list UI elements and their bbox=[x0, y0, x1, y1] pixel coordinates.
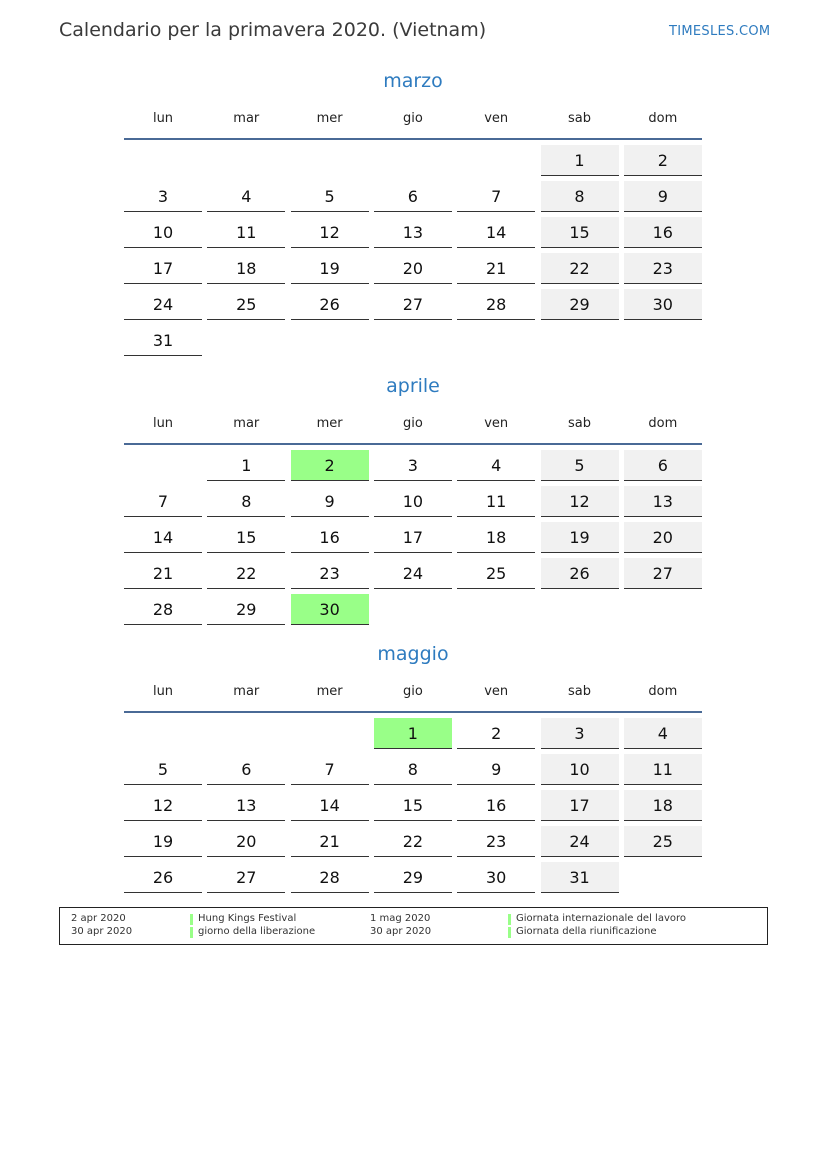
day-cell: 31 bbox=[541, 862, 619, 893]
day-cell: 28 bbox=[124, 594, 202, 625]
day-cell: 15 bbox=[541, 217, 619, 248]
day-cell: 5 bbox=[291, 181, 369, 212]
day-cell: 2 bbox=[457, 718, 535, 749]
day-cell: 13 bbox=[624, 486, 702, 517]
day-cell: 13 bbox=[207, 790, 285, 821]
weekday-label: dom bbox=[648, 111, 678, 126]
day-cell: 12 bbox=[541, 486, 619, 517]
day-cell: 13 bbox=[374, 217, 452, 248]
day-cell: 22 bbox=[207, 558, 285, 589]
weekday-label: mar bbox=[233, 111, 260, 126]
day-cell: 9 bbox=[291, 486, 369, 517]
page-title: Calendario per la primavera 2020. (Vietnam) bbox=[59, 19, 487, 41]
day-cell: 27 bbox=[374, 289, 452, 320]
day-cell: 5 bbox=[541, 450, 619, 481]
day-cell: 28 bbox=[291, 862, 369, 893]
day-cell: 29 bbox=[541, 289, 619, 320]
weekday-label: lun bbox=[152, 416, 174, 431]
holiday-color-marker bbox=[508, 914, 511, 925]
weekday-header bbox=[124, 111, 702, 129]
day-cell: 23 bbox=[624, 253, 702, 284]
day-cell: 8 bbox=[541, 181, 619, 212]
legend-date: 30 apr 2020 bbox=[71, 926, 133, 937]
day-cell: 9 bbox=[457, 754, 535, 785]
day-cell: 10 bbox=[124, 217, 202, 248]
day-cell: 25 bbox=[624, 826, 702, 857]
day-cell: 19 bbox=[541, 522, 619, 553]
day-cell: 4 bbox=[207, 181, 285, 212]
day-cell: 31 bbox=[124, 325, 202, 356]
weekday-label: mar bbox=[233, 416, 260, 431]
weekday-label: gio bbox=[402, 111, 423, 126]
day-cell: 15 bbox=[207, 522, 285, 553]
day-cell: 21 bbox=[124, 558, 202, 589]
day-cell: 8 bbox=[207, 486, 285, 517]
day-cell: 22 bbox=[374, 826, 452, 857]
day-cell: 23 bbox=[457, 826, 535, 857]
day-cell: 29 bbox=[207, 594, 285, 625]
day-cell: 5 bbox=[124, 754, 202, 785]
month-name: marzo bbox=[383, 70, 443, 92]
legend-row bbox=[60, 926, 767, 939]
day-cell: 16 bbox=[457, 790, 535, 821]
weekday-label: dom bbox=[648, 684, 678, 699]
day-cell: 18 bbox=[207, 253, 285, 284]
weekday-label: gio bbox=[402, 416, 423, 431]
day-cell: 30 bbox=[457, 862, 535, 893]
legend-holiday-name: Giornata della riunificazione bbox=[516, 926, 657, 937]
weekday-label: sab bbox=[568, 416, 591, 431]
day-cell: 30 bbox=[624, 289, 702, 320]
day-cell: 26 bbox=[124, 862, 202, 893]
day-cell: 23 bbox=[291, 558, 369, 589]
day-cell: 12 bbox=[291, 217, 369, 248]
header-divider bbox=[124, 711, 702, 713]
day-cell: 11 bbox=[624, 754, 702, 785]
day-cell: 21 bbox=[457, 253, 535, 284]
day-cell: 22 bbox=[541, 253, 619, 284]
day-cell: 26 bbox=[541, 558, 619, 589]
weekday-label: mer bbox=[316, 416, 343, 431]
legend-holiday-name: Giornata internazionale del lavoro bbox=[516, 913, 686, 924]
weekday-label: ven bbox=[484, 416, 509, 431]
day-cell: 27 bbox=[207, 862, 285, 893]
holiday-legend bbox=[59, 907, 768, 945]
day-cell: 25 bbox=[207, 289, 285, 320]
weekday-label: ven bbox=[484, 111, 509, 126]
holiday-day-cell: 1 bbox=[374, 718, 452, 749]
holiday-color-marker bbox=[190, 914, 193, 925]
day-cell: 7 bbox=[457, 181, 535, 212]
day-cell: 17 bbox=[374, 522, 452, 553]
day-cell: 18 bbox=[624, 790, 702, 821]
day-cell: 24 bbox=[374, 558, 452, 589]
month-name: maggio bbox=[377, 643, 449, 665]
day-cell: 7 bbox=[291, 754, 369, 785]
legend-date: 2 apr 2020 bbox=[71, 913, 126, 924]
weekday-label: ven bbox=[484, 684, 509, 699]
day-cell: 1 bbox=[207, 450, 285, 481]
weekday-header bbox=[124, 416, 702, 434]
day-cell: 14 bbox=[124, 522, 202, 553]
day-cell: 6 bbox=[207, 754, 285, 785]
day-cell: 6 bbox=[374, 181, 452, 212]
weekday-label: lun bbox=[152, 111, 174, 126]
day-cell: 19 bbox=[291, 253, 369, 284]
weekday-header bbox=[124, 684, 702, 702]
brand-link[interactable]: TIMESLES.COM bbox=[669, 24, 771, 39]
day-cell: 24 bbox=[124, 289, 202, 320]
day-cell: 17 bbox=[541, 790, 619, 821]
weekday-label: gio bbox=[402, 684, 423, 699]
weekday-label: sab bbox=[568, 111, 591, 126]
day-cell: 1 bbox=[541, 145, 619, 176]
legend-holiday-name: giorno della liberazione bbox=[198, 926, 316, 937]
day-cell: 11 bbox=[457, 486, 535, 517]
day-cell: 15 bbox=[374, 790, 452, 821]
day-cell: 20 bbox=[374, 253, 452, 284]
day-cell: 3 bbox=[374, 450, 452, 481]
day-cell: 26 bbox=[291, 289, 369, 320]
day-cell: 19 bbox=[124, 826, 202, 857]
day-cell: 4 bbox=[457, 450, 535, 481]
weekday-label: mar bbox=[233, 684, 260, 699]
day-cell: 8 bbox=[374, 754, 452, 785]
weekday-label: mer bbox=[316, 684, 343, 699]
day-cell: 17 bbox=[124, 253, 202, 284]
day-cell: 4 bbox=[624, 718, 702, 749]
day-cell: 20 bbox=[624, 522, 702, 553]
weekday-label: dom bbox=[648, 416, 678, 431]
day-cell: 14 bbox=[291, 790, 369, 821]
holiday-color-marker bbox=[190, 927, 193, 938]
legend-date: 30 apr 2020 bbox=[370, 926, 432, 937]
holiday-day-cell: 30 bbox=[291, 594, 369, 625]
day-cell: 7 bbox=[124, 486, 202, 517]
holiday-color-marker bbox=[508, 927, 511, 938]
weekday-label: sab bbox=[568, 684, 591, 699]
day-cell: 16 bbox=[624, 217, 702, 248]
day-cell: 12 bbox=[124, 790, 202, 821]
header-divider bbox=[124, 443, 702, 445]
day-cell: 29 bbox=[374, 862, 452, 893]
day-cell: 25 bbox=[457, 558, 535, 589]
day-cell: 18 bbox=[457, 522, 535, 553]
weekday-label: lun bbox=[152, 684, 174, 699]
day-cell: 21 bbox=[291, 826, 369, 857]
day-cell: 11 bbox=[207, 217, 285, 248]
day-cell: 27 bbox=[624, 558, 702, 589]
day-cell: 3 bbox=[124, 181, 202, 212]
day-cell: 16 bbox=[291, 522, 369, 553]
day-cell: 9 bbox=[624, 181, 702, 212]
day-cell: 2 bbox=[624, 145, 702, 176]
day-cell: 14 bbox=[457, 217, 535, 248]
holiday-day-cell: 2 bbox=[291, 450, 369, 481]
weekday-label: mer bbox=[316, 111, 343, 126]
day-cell: 3 bbox=[541, 718, 619, 749]
day-cell: 10 bbox=[374, 486, 452, 517]
day-cell: 20 bbox=[207, 826, 285, 857]
day-cell: 10 bbox=[541, 754, 619, 785]
day-cell: 28 bbox=[457, 289, 535, 320]
day-cell: 24 bbox=[541, 826, 619, 857]
header-divider bbox=[124, 138, 702, 140]
legend-date: 1 mag 2020 bbox=[370, 913, 431, 924]
month-name: aprile bbox=[386, 375, 440, 397]
legend-holiday-name: Hung Kings Festival bbox=[198, 913, 297, 924]
day-cell: 6 bbox=[624, 450, 702, 481]
legend-row bbox=[60, 913, 767, 926]
